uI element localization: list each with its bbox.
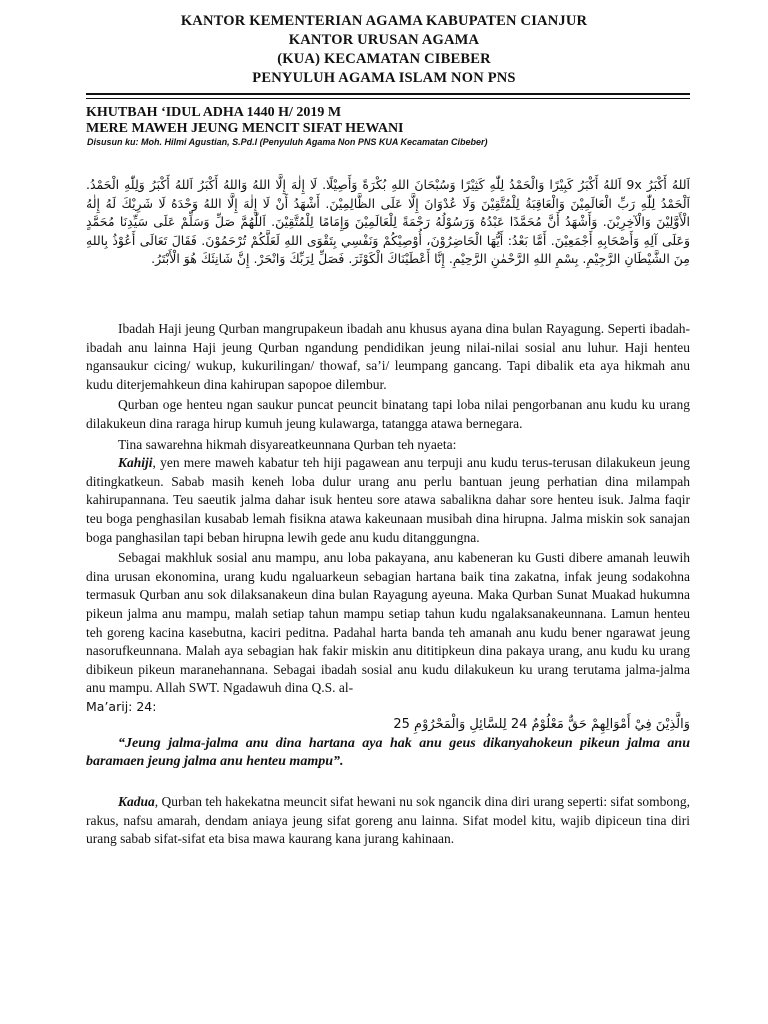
arabic-opening-prayer: اَللهُ أَكْبَرُ 9x اَللهُ أَكْبَرُ كَبِيْرًا وَالْحَمْدُ لِلّٰهِ كَثِيْرًا وَسُبْحَانَ اللهِ بُكْرَةً وَأَصِيْلًا. لَا إِلٰهَ إِلَّا اللهُ وَاللهُ أَكْبَرُ اَللهُ أَكْبَرُ وَلِلّٰهِ الْحَمْدُ. اَلْحَمْدُ لِلّٰهِ رَبِّ الْعَالَمِيْنَ وَالْعَاقِبَةُ لِلْمُتَّقِيْنَ وَلَا عُدْوَانَ إِلَّا عَلَى الظَّالِمِيْنَ. أَشْهَدُ أَنْ لَا إِلٰهَ إِلَّا اللهُ وَحْدَهُ لَا شَرِيْكَ لَهُ إِلٰهُ الْأَوَّلِيْنَ وَالْآخِرِيْنَ. وَأَشْهَدُ أَنَّ مُحَمَّدًا عَبْدُهُ وَرَسُوْلُهُ رَحْمَةً لِلْعَالَمِيْنَ وَإِمَامًا لِلْمُتَّقِيْنَ. اَللّٰهُمَّ صَلِّ وَسَلِّمْ عَلَى سَيِّدِنَا مُحَمَّدٍ وَعَلَى آلِهِ وَأَصْحَابِهِ أَجْمَعِيْنَ. أَمَّا بَعْدُ: أَيُّهَا الْحَاضِرُوْنَ، أُوْصِيْكُمْ وَنَفْسِي بِتَقْوَى اللهِ لَعَلَّكُمْ تُرْحَمُوْنَ. فَقَالَ تَعَالَى أَعُوْذُ بِاللهِ مِنَ الشَّيْطَانِ الرَّجِيْمِ. بِسْمِ اللهِ الرَّحْمٰنِ الرَّحِيْمِ. إِنَّا أَعْطَيْنَاكَ الْكَوْثَرَ. فَصَلِّ لِرَبِّكَ وَانْحَرْ. إِنَّ شَانِئَكَ هُوَ الْأَبْتَرُ. (86, 177, 690, 266)
paragraph-kadua (86, 793, 690, 849)
kadua-label: Kadua (118, 794, 155, 810)
paragraph-kahiji (86, 454, 690, 547)
arabic-verse: وَالَّذِيْنَ فِيْ أَمْوَالِهِمْ حَقٌّ مَعْلُوْمٌ 24 لِلسَّائِلِ وَالْمَحْرُوْمِ 25 (393, 717, 690, 733)
sermon-title: KHUTBAH ‘IDUL ADHA 1440 H/ 2019 M (86, 105, 342, 120)
letterhead-divider-thin (86, 98, 690, 99)
author-credit: Disusun ku: Moh. Hilmi Agustian, S.Pd.I (Penyuluh Agama Non PNS KUA Kecamatan Cibeber) (87, 137, 488, 147)
letterhead-divider-thick (86, 93, 690, 95)
sermon-subtitle: MERE MAWEH JEUNG MENCIT SIFAT HEWANI (86, 121, 404, 136)
paragraph-social: Sebagai makhluk sosial anu mampu, anu loba pakayana, anu kabeneran ku Gusti dibere amanah leuwih dina urusan ekonomina, urang kudu ngaluarkeun sebagian hartana baik tina zakatna, infak jeung sodakohna termasuk Qurban anu sok dilaksanakeun dina bulan Rayagung ayeuna. Maka Qurban Sunat Muakad hukumna pikeun jalma anu mampu, malah setiap tahun mampu setiap tahun kudu ngalaksanakeunnana. Lamun henteu teh goreng kacina kasebutna, kaciri peditna. Padahal harta banda teh amanah anu kudu bener ngarawat jeung nasorufkeunnana. Malah aya sebagian hak fakir miskin anu dititipkeun dina pakaya urang, anu kudu ku urang dibikeun pikeun maranehannana. Sebagai ibadah sosial anu kudu dilakukeun ku urang terutama jalma-jalma anu mampu. Allah SWT. Ngadawuh dina Q.S. al- (86, 550, 690, 696)
kadua-text: , Qurban teh hakekatna meuncit sifat hewani nu sok ngancik dina diri urang seperti: sifat sombong, rakus, nafsu amarah, dendam aniaya jeung sifat goreng anu lainna. Sifat model kitu, wajib dipiceun tina diri urang sabab sifat-sifat eta bisa mawa kaurang kana jurang kahinaan. (86, 794, 690, 847)
sermon-body (86, 320, 690, 849)
letterhead-line-4: PENYULUH AGAMA ISLAM NON PNS (252, 70, 516, 86)
quran-reference: Ma’arij: 24: (86, 698, 157, 714)
paragraph-hikmah-lead: Tina sawarehna hikmah disyareatkeunnana Qurban teh nyaeta: (118, 436, 457, 452)
letterhead (0, 12, 768, 88)
paragraph-qurban: Qurban oge henteu ngan saukur puncat peuncit binatang tapi loba nilai pengorbanan anu kudu ku urang dilakukeun dina raraga hirup kumuh jeung kulawarga, tatangga atawa bernegara. (86, 397, 690, 431)
letterhead-line-1: KANTOR KEMENTERIAN AGAMA KABUPATEN CIANJUR (180, 13, 588, 29)
paragraph-intro: Ibadah Haji jeung Qurban mangrupakeun ibadah anu khusus ayana dina bulan Rayagung. Seperti ibadah-ibadah anu lainna Haji jeung Qurban ngandung pendidikan jeung nilai-nilai sosial anu luhur. Haji henteu ngansaukur cicing/ wukup, kukurilingan/ thowaf, sa’i/ leumpang gancang. Tapi dibalik eta aya hikmah anu kudu diterjemahkeun dina kahirupan sapopoe dilembur. (86, 321, 690, 392)
kahiji-label: Kahiji (118, 455, 153, 471)
verse-translation: “Jeung jalma-jalma anu dina hartana aya hak anu geus dikanyahokeun pikeun jalma anu baramaen jeung jalma anu henteu mampu”. (86, 736, 690, 770)
letterhead-line-2: KANTOR URUSAN AGAMA (288, 32, 480, 48)
kahiji-text: , yen mere maweh kabatur teh hiji pagawean anu terpuji anu kudu terus-terusan dilakukeun jeung ditingkatkeun. Sabab masih keneh loba dulur urang anu perlu bantuan jeung perhatian dina milampah kahirupannana. Teu saeutik jalma dahar isuk henteu sore atawa sabalikna dahar sore henteu isuk. Jalma faqir teu boga penghasilan kusabab lemah fisikna atawa kakeunaan musibah dina hirupna. Jalma miskin sok sanajan boga panghasilan tapi beban hirupna lewih gede anu kudu ditanggungna. (86, 455, 690, 545)
letterhead-line-3: (KUA) KECAMATAN CIBEBER (277, 51, 491, 67)
